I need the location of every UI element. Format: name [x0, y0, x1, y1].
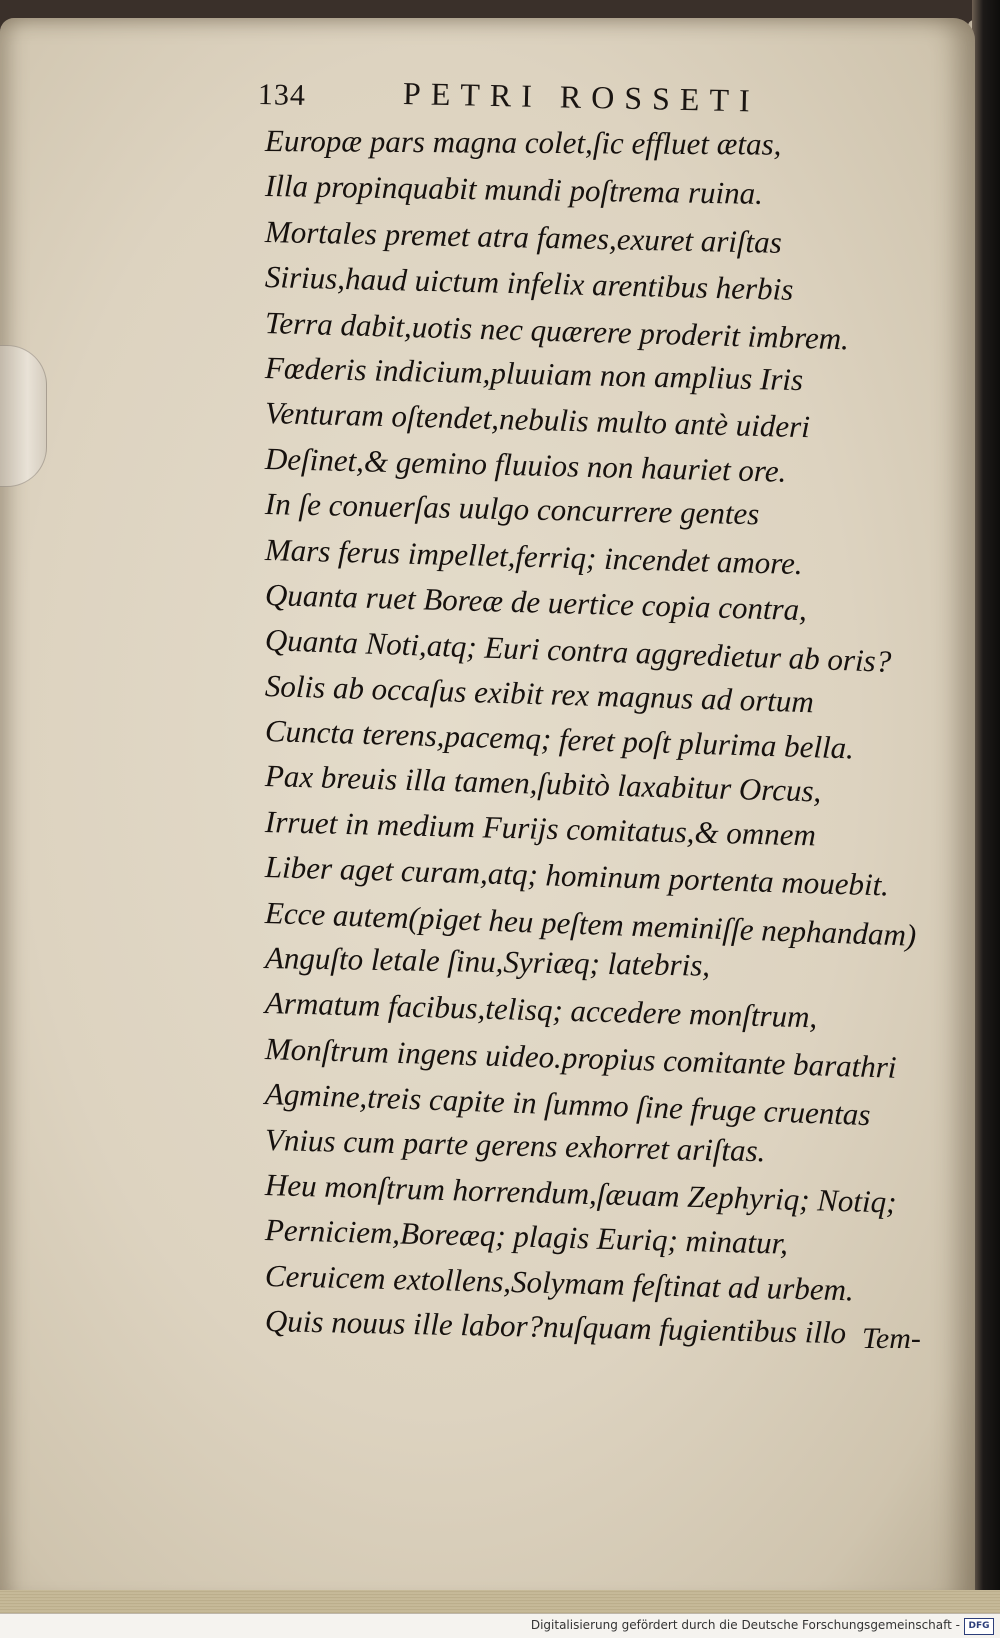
verse-line: Mortales premet atra fames,exuret ariſtas [264, 213, 783, 260]
page-number: 134 [257, 78, 307, 113]
running-head: PETRI ROSSETI [402, 75, 760, 119]
verse-line: Perniciem,Boreæq; plagis Euriq; minatur, [264, 1212, 789, 1262]
verse-line: Quanta ruet Boreæ de uertice copia contra, [264, 576, 808, 628]
verse-line: Liber aget curam,atq; hominum portenta mouebit. [264, 849, 890, 903]
verse-line: Terra dabit,uotis nec quærere proderit imbrem. [264, 304, 850, 356]
dfg-logo: DFG [964, 1618, 994, 1635]
verse-line: Illa propinquabit mundi poſtrema ruina. [264, 168, 764, 212]
verse-line: Ecce autem(piget heu peſtem meminiſſe nephandam) [264, 894, 917, 953]
verse-line: In ſe conuerſas uulgo concurrere gentes [264, 486, 760, 532]
verse-line: Fœderis indicium,pluuiam non amplius Iris [264, 349, 804, 398]
verse-line: Quis nouus ille labor?nuſquam fugientibus illo [264, 1303, 847, 1351]
verse-line: Cuncta terens,pacemq; feret poſt plurima bella. [264, 713, 855, 766]
verse-line: Venturam oſtendet,nebulis multo antè uideri [264, 395, 811, 445]
verse-line: Solis ab occaſus exibit rex magnus ad ortum [264, 667, 815, 719]
verse-line: Anguſto letale ſinu,Syriæq; latebris, [264, 940, 711, 983]
verse-block [264, 118, 917, 1351]
verse-line: Agmine,treis capite in ſummo ſine fruge cruentas [264, 1076, 872, 1133]
catchword: Tem- [862, 1322, 921, 1355]
verse-line: Mars ferus impellet,ferriq; incendet amore. [264, 531, 804, 581]
footer-credit: Digitalisierung gefördert durch die Deutsche Forschungsgemeinschaft - [530, 1618, 960, 1632]
verse-line: Pax breuis illa tamen,ſubitò laxabitur Orcus, [264, 758, 822, 810]
digitization-footer [0, 1613, 1000, 1638]
verse-line: Irruet in medium Furijs comitatus,& omnem [264, 803, 817, 853]
verse-line: Heu monſtrum horrendum,ſæuam Zephyriq; Notiq; [264, 1166, 897, 1220]
verse-line: Ceruicem extollens,Solymam feſtinat ad urbem. [264, 1257, 855, 1308]
book-binding [972, 0, 1000, 1638]
verse-line: Vnius cum parte gerens exhorret ariſtas. [264, 1121, 766, 1168]
verse-line: Deſinet,& gemino fluuios non hauriet ore. [264, 440, 787, 489]
verse-line: Sirius,haud uictum infelix arentibus herbis [264, 259, 794, 308]
verse-line: Quanta Noti,atq; Euri contra aggredietur ab oris? [264, 622, 892, 680]
page-clip [0, 345, 47, 487]
verse-line: Europæ pars magna colet,ſic effluet ætas, [264, 123, 782, 162]
verse-line: Monſtrum ingens uideo.propius comitante barathri [264, 1030, 897, 1085]
verse-line: Armatum facibus,telisq; accedere monſtrum, [264, 985, 818, 1035]
